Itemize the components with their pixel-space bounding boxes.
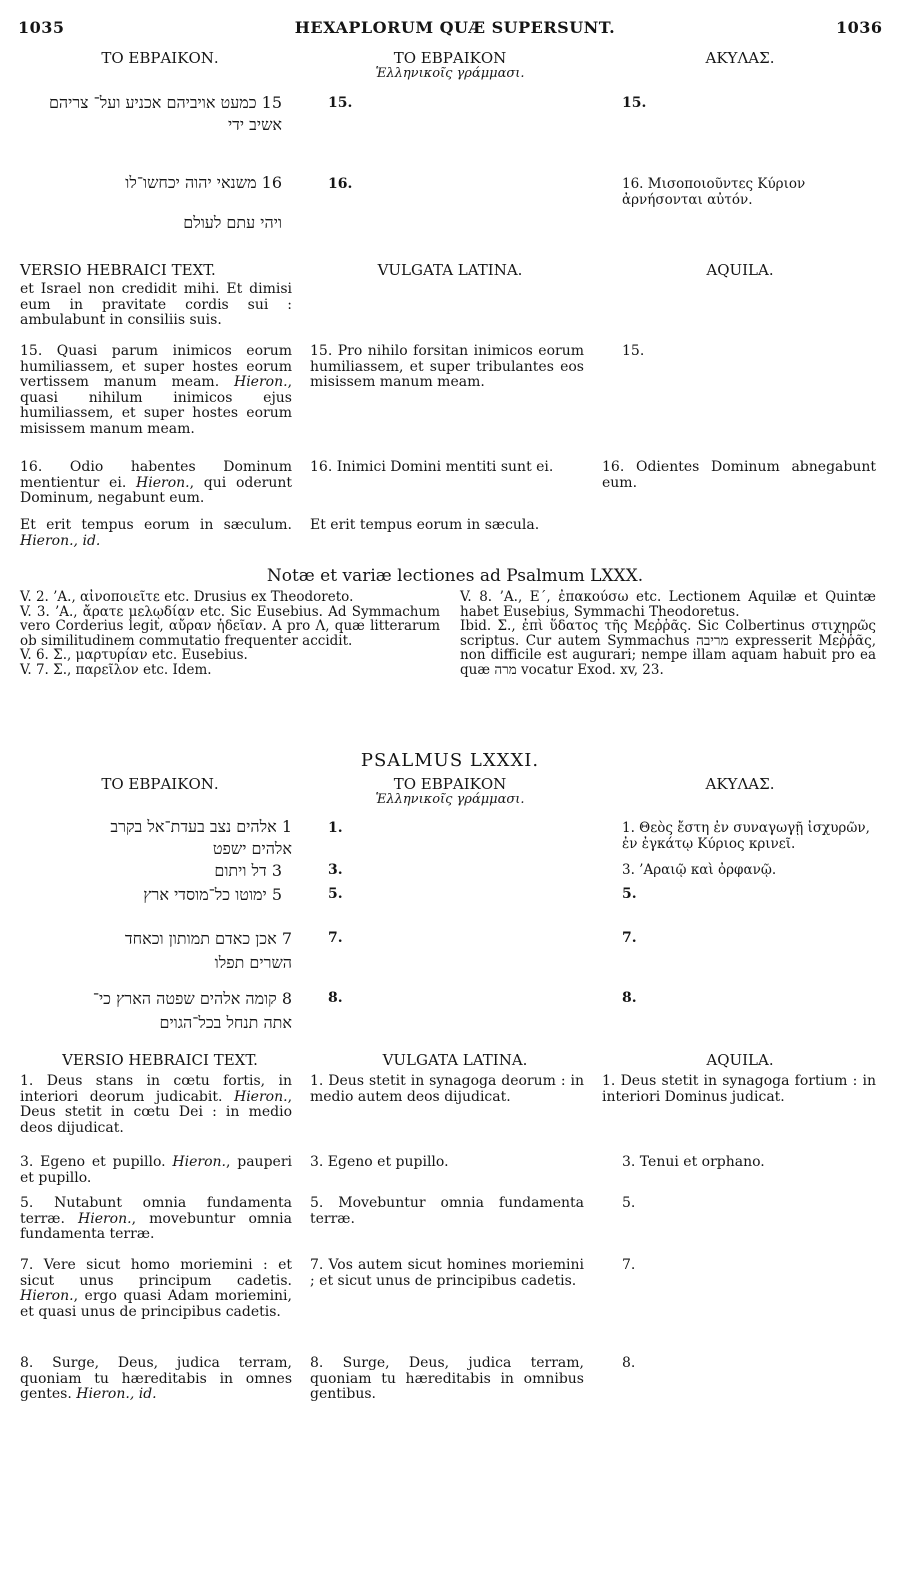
psalm-hebrew-7: 7 אכן כאדם תמותון וכאחד bbox=[124, 929, 292, 948]
versio-text: 15. Quasi parum inimicos eorum humiliassem, et super hostes eorum vertissem manum meam. bbox=[20, 343, 292, 390]
note-v3: V. 3. ’Α., ἄρατε μελῳδίαν etc. Sic Eusebius. Ad Symmachum vero Corderius legit, αὔραν ἡδεῖαν. A pro Λ, quæ litterarum ob similitudinem commutatio frequenter accidit. bbox=[20, 603, 440, 649]
aquila-verse-15: 15. bbox=[622, 95, 647, 111]
psalm-aquila-latin-1: 1. Deus stetit in synagoga fortium : in interiori Dominus judicat. bbox=[602, 1073, 876, 1105]
latin-intro: et Israel non credidit mihi. Et dimisi eum in pravitate cordis sui : ambulabunt in consiliis suis. bbox=[20, 281, 292, 328]
psalm-aquila-5: 5. bbox=[622, 886, 637, 902]
psalm-translit-1: 1. bbox=[328, 820, 343, 836]
psalm-vulgata-3: 3. Egeno et pupillo. bbox=[310, 1154, 449, 1170]
note-v7: V. 7. Σ., παρεῖλον etc. Idem. bbox=[20, 661, 212, 678]
psalm-hebrew-8: 8 קומה אלהים שפטה הארץ כי־ bbox=[92, 989, 292, 1008]
psalm-aquila-8: 8. bbox=[622, 990, 637, 1006]
psalm-vulgata-1: 1. Deus stetit in synagoga deorum : in medio autem deos dijudicat. bbox=[310, 1073, 584, 1105]
psalm-versio-7 bbox=[20, 1258, 292, 1320]
hebrew-verse-16-line2: ויהי עתם לעולם bbox=[183, 213, 282, 232]
translit-verse-15: 15. bbox=[328, 95, 353, 111]
latin-head-versio: VERSIO HEBRAICI TEXT. bbox=[20, 261, 216, 279]
versio-text: Et erit tempus eorum in sæculum. bbox=[20, 517, 292, 533]
psalm-latin-head-versio: VERSIO HEBRAICI TEXT. bbox=[62, 1051, 258, 1069]
note-v8: V. 8. ’Α., Ε΄, ἐπακούσω etc. Lectionem Aquilæ et Quintæ habet Eusebius, Symmachi Theodoretus. bbox=[460, 589, 876, 620]
aquila-latin-verse-15: 15. bbox=[622, 343, 645, 359]
psalm-latin-head-aquila: AQUILA. bbox=[706, 1051, 774, 1069]
versio-verse-16 bbox=[20, 460, 292, 507]
hebrew-verse-16: 16 משנאי יהוה יכחשו־לו bbox=[125, 173, 282, 192]
hieron-ref: Hieron. bbox=[172, 1154, 226, 1170]
psalm-vulgata-5: 5. Movebuntur omnia fundamenta terræ. bbox=[310, 1195, 584, 1227]
hieron-ref: Hieron. bbox=[20, 1288, 74, 1304]
vulgata-verse-16b: Et erit tempus eorum in sæcula. bbox=[310, 517, 540, 533]
hieron-ref: Hieron. bbox=[78, 1210, 132, 1227]
psalm-versio-3 bbox=[20, 1155, 292, 1186]
psalm-aquila-7: 7. bbox=[622, 930, 637, 946]
page-number-right: 1036 bbox=[836, 18, 883, 37]
psalm-translit-3: 3. bbox=[328, 862, 343, 878]
latin-head-aquila: AQUILA. bbox=[706, 261, 774, 279]
hieron-text: , movebuntur omnia fundamenta terræ. bbox=[20, 1210, 293, 1242]
versio-text: 1. Deus stans in cœtu fortis, in interiori deorum judicabit. bbox=[20, 1073, 292, 1105]
psalm-translit-5: 5. bbox=[328, 886, 343, 902]
versio-text: 5. Nutabunt omnia fundamenta terræ. bbox=[20, 1195, 292, 1227]
psalm-aquila-latin-5: 5. bbox=[622, 1195, 636, 1211]
notes-title: Notæ et variæ lectiones ad Psalmum LXXX. bbox=[266, 566, 644, 586]
psalm-aquila-latin-3: 3. Tenui et orphano. bbox=[622, 1154, 765, 1170]
versio-verse-16b bbox=[20, 518, 292, 549]
hieron-text: , Deus stetit in cœtu Dei : in medio deos dijudicat. bbox=[20, 1088, 293, 1136]
col-head-hebrew: ΤΟ ΕΒΡΑΙΚΟΝ. bbox=[101, 49, 219, 67]
psalm-translit-8: 8. bbox=[328, 990, 343, 1006]
psalm-vulgata-7: 7. Vos autem sicut homines moriemini ; et sicut unus de principibus cadetis. bbox=[310, 1257, 584, 1289]
vulgata-verse-15: 15. Pro nihilo forsitan inimicos eorum humiliassem, et super tribulantes eos misissem manum meam. bbox=[310, 343, 584, 390]
note-ibid: Ibid. Σ., ἐπὶ ὕδατος τῆς Μεῤῥᾶς. Sic Colbertinus στιχηρῶς scriptus. Cur autem Symmachus מריבה expresserit Μεῤῥᾶς, non difficile est augurari; nempe illam aquam habuit pro ea quæ מרה vocatur Exod. xv, 23. bbox=[460, 618, 876, 678]
vulgata-verse-16: 16. Inimici Domini mentiti sunt ei. bbox=[310, 459, 554, 475]
col-head-aquila: ΑΚΥΛΑΣ. bbox=[705, 49, 775, 67]
versio-text: 3. Egeno et pupillo. bbox=[20, 1154, 166, 1170]
psalm-col-head-hebrew: ΤΟ ΕΒΡΑΙΚΟΝ. bbox=[101, 775, 219, 793]
hieron-text: , qui oderunt Dominum, negabunt eum. bbox=[20, 474, 293, 506]
psalm-hebrew-3: 3 דל ויתום bbox=[214, 861, 282, 880]
versio-text: 7. Vere sicut homo moriemini : et sicut unus principum cadetis. bbox=[20, 1257, 292, 1289]
col-head-translit bbox=[340, 50, 560, 82]
psalm-aquila-latin-7: 7. bbox=[622, 1257, 636, 1273]
psalm-vulgata-8: 8. Surge, Deus, judica terram, quoniam tu hæreditabis in omnibus gentibus. bbox=[310, 1355, 584, 1402]
page-number-left: 1035 bbox=[18, 18, 65, 37]
psalm-hebrew-8-line2: אתה תנחל בכל־הגוים bbox=[159, 1013, 292, 1032]
col-head-translit-sub: Ἑλληνικοῖς γράμμασι. bbox=[375, 66, 525, 81]
psalm-hebrew-1-line2: אלהים ישפט bbox=[212, 839, 292, 858]
psalm-col-head-translit-sub: Ἑλληνικοῖς γράμμασι. bbox=[375, 792, 525, 807]
hieron-text: , ergo quasi Adam moriemini, et quasi unus de principibus cadetis. bbox=[20, 1288, 292, 1320]
psalm-col-head-translit-title: ΤΟ ΕΒΡΑΙΚΟΝ bbox=[393, 775, 507, 793]
psalm-aquila-3: 3. ’Αραιῷ καὶ ὀρφανῷ. bbox=[622, 862, 777, 878]
psalm-versio-8 bbox=[20, 1356, 292, 1403]
hieron-text: , pauperi et pupillo. bbox=[20, 1154, 292, 1186]
notes-left-column bbox=[20, 590, 440, 677]
psalm-hebrew-5: 5 ימוטו כל־מוסדי ארץ bbox=[143, 885, 282, 904]
hieron-ref: Hieron. bbox=[136, 474, 190, 491]
note-v6: V. 6. Σ., μαρτυρίαν etc. Eusebius. bbox=[20, 647, 248, 663]
aquila-verse-16: 16. Μισοποιοῦντες Κύριον ἀρνήσονται αὐτόν. bbox=[622, 176, 806, 208]
hieron-ref: Hieron. bbox=[234, 1088, 288, 1105]
psalm-title: PSALMUS LXXXI. bbox=[360, 750, 540, 771]
versio-text: 16. Odio habentes Dominum mentientur ei. bbox=[20, 459, 292, 491]
psalm-translit-7: 7. bbox=[328, 930, 343, 946]
notes-right-column bbox=[460, 590, 876, 677]
psalm-aquila-latin-8: 8. bbox=[622, 1355, 636, 1371]
hieron-ref: Hieron. bbox=[234, 374, 288, 390]
versio-text: 8. Surge, Deus, judica terram, quoniam tu hæreditabis in omnes gentes. bbox=[20, 1355, 292, 1402]
versio-verse-15 bbox=[20, 344, 292, 437]
hieron-ref: Hieron., id. bbox=[76, 1386, 157, 1402]
psalm-versio-5 bbox=[20, 1196, 292, 1243]
psalm-versio-1 bbox=[20, 1074, 292, 1136]
psalm-aquila-1: 1. Θεὸς ἔστη ἐν συναγωγῇ ἰσχυρῶν, ἐν ἐγκάτῳ Κύριος κρινεῖ. bbox=[622, 820, 870, 852]
psalm-hebrew-7-line2: השרים תפלו bbox=[214, 953, 292, 972]
hieron-text: , quasi nihilum inimicos ejus humiliassem, et super hostes eorum misissem manum meam. bbox=[20, 374, 293, 437]
psalm-hebrew-1: 1 אלהים נצב בעדת־אל בקרב bbox=[110, 817, 292, 836]
psalm-latin-head-vulgata: VULGATA LATINA. bbox=[382, 1051, 528, 1069]
hieron-ref: Hieron., id. bbox=[20, 532, 101, 549]
aquila-latin-verse-16: 16. Odientes Dominum abnegabunt eum. bbox=[602, 459, 876, 491]
psalm-col-head-translit bbox=[340, 776, 560, 808]
latin-head-vulgata: VULGATA LATINA. bbox=[377, 261, 523, 279]
note-v2: V. 2. ’Α., αἰνοποιεῖτε etc. Drusius ex Theodoreto. bbox=[20, 589, 354, 605]
psalm-col-head-aquila: ΑΚΥΛΑΣ. bbox=[705, 775, 775, 793]
translit-verse-16: 16. bbox=[328, 176, 353, 192]
running-title: HEXAPLORUM QUÆ SUPERSUNT. bbox=[294, 18, 616, 37]
hebrew-verse-15: 15 כמעט אויביהם אכניע ועל־ צריהם אשיב ידי bbox=[48, 93, 282, 134]
col-head-translit-title: ΤΟ ΕΒΡΑΙΚΟΝ bbox=[393, 49, 507, 67]
